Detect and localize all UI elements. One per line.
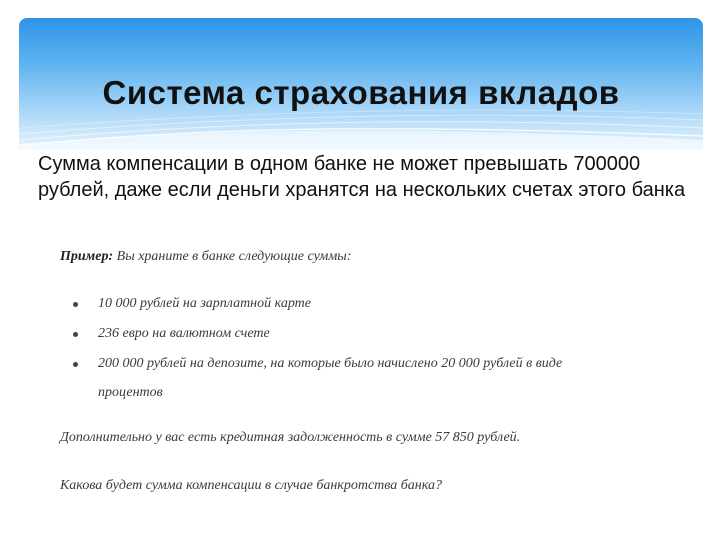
list-item-text: процентов [98, 385, 163, 400]
list-item-text: 10 000 рублей на зарплатной карте [98, 296, 311, 311]
list-item-text: 200 000 рублей на депозите, на которые было начислено 20 000 рублей в виде [98, 356, 563, 371]
example-intro-text: Вы храните в банке следующие суммы: [113, 249, 352, 264]
bullet-icon [73, 332, 78, 337]
example-label: Пример: [60, 249, 114, 264]
bullet-icon [73, 362, 78, 367]
body-text: Сумма компенсации в одном банке не может превышать 700000 рублей, даже если деньги хранятся на нескольких счетах этого банка [38, 153, 686, 201]
debt-note: Дополнительно у вас есть кредитная задолженность в сумме 57 850 рублей. [60, 430, 521, 445]
example-intro [60, 249, 351, 265]
bullet-icon [73, 302, 78, 307]
question-note: Какова будет сумма компенсации в случае банкротства банка? [60, 478, 442, 493]
slide-title: Система страхования вкладов [102, 74, 620, 111]
list-item-text: 236 евро на валютном счете [98, 326, 270, 341]
